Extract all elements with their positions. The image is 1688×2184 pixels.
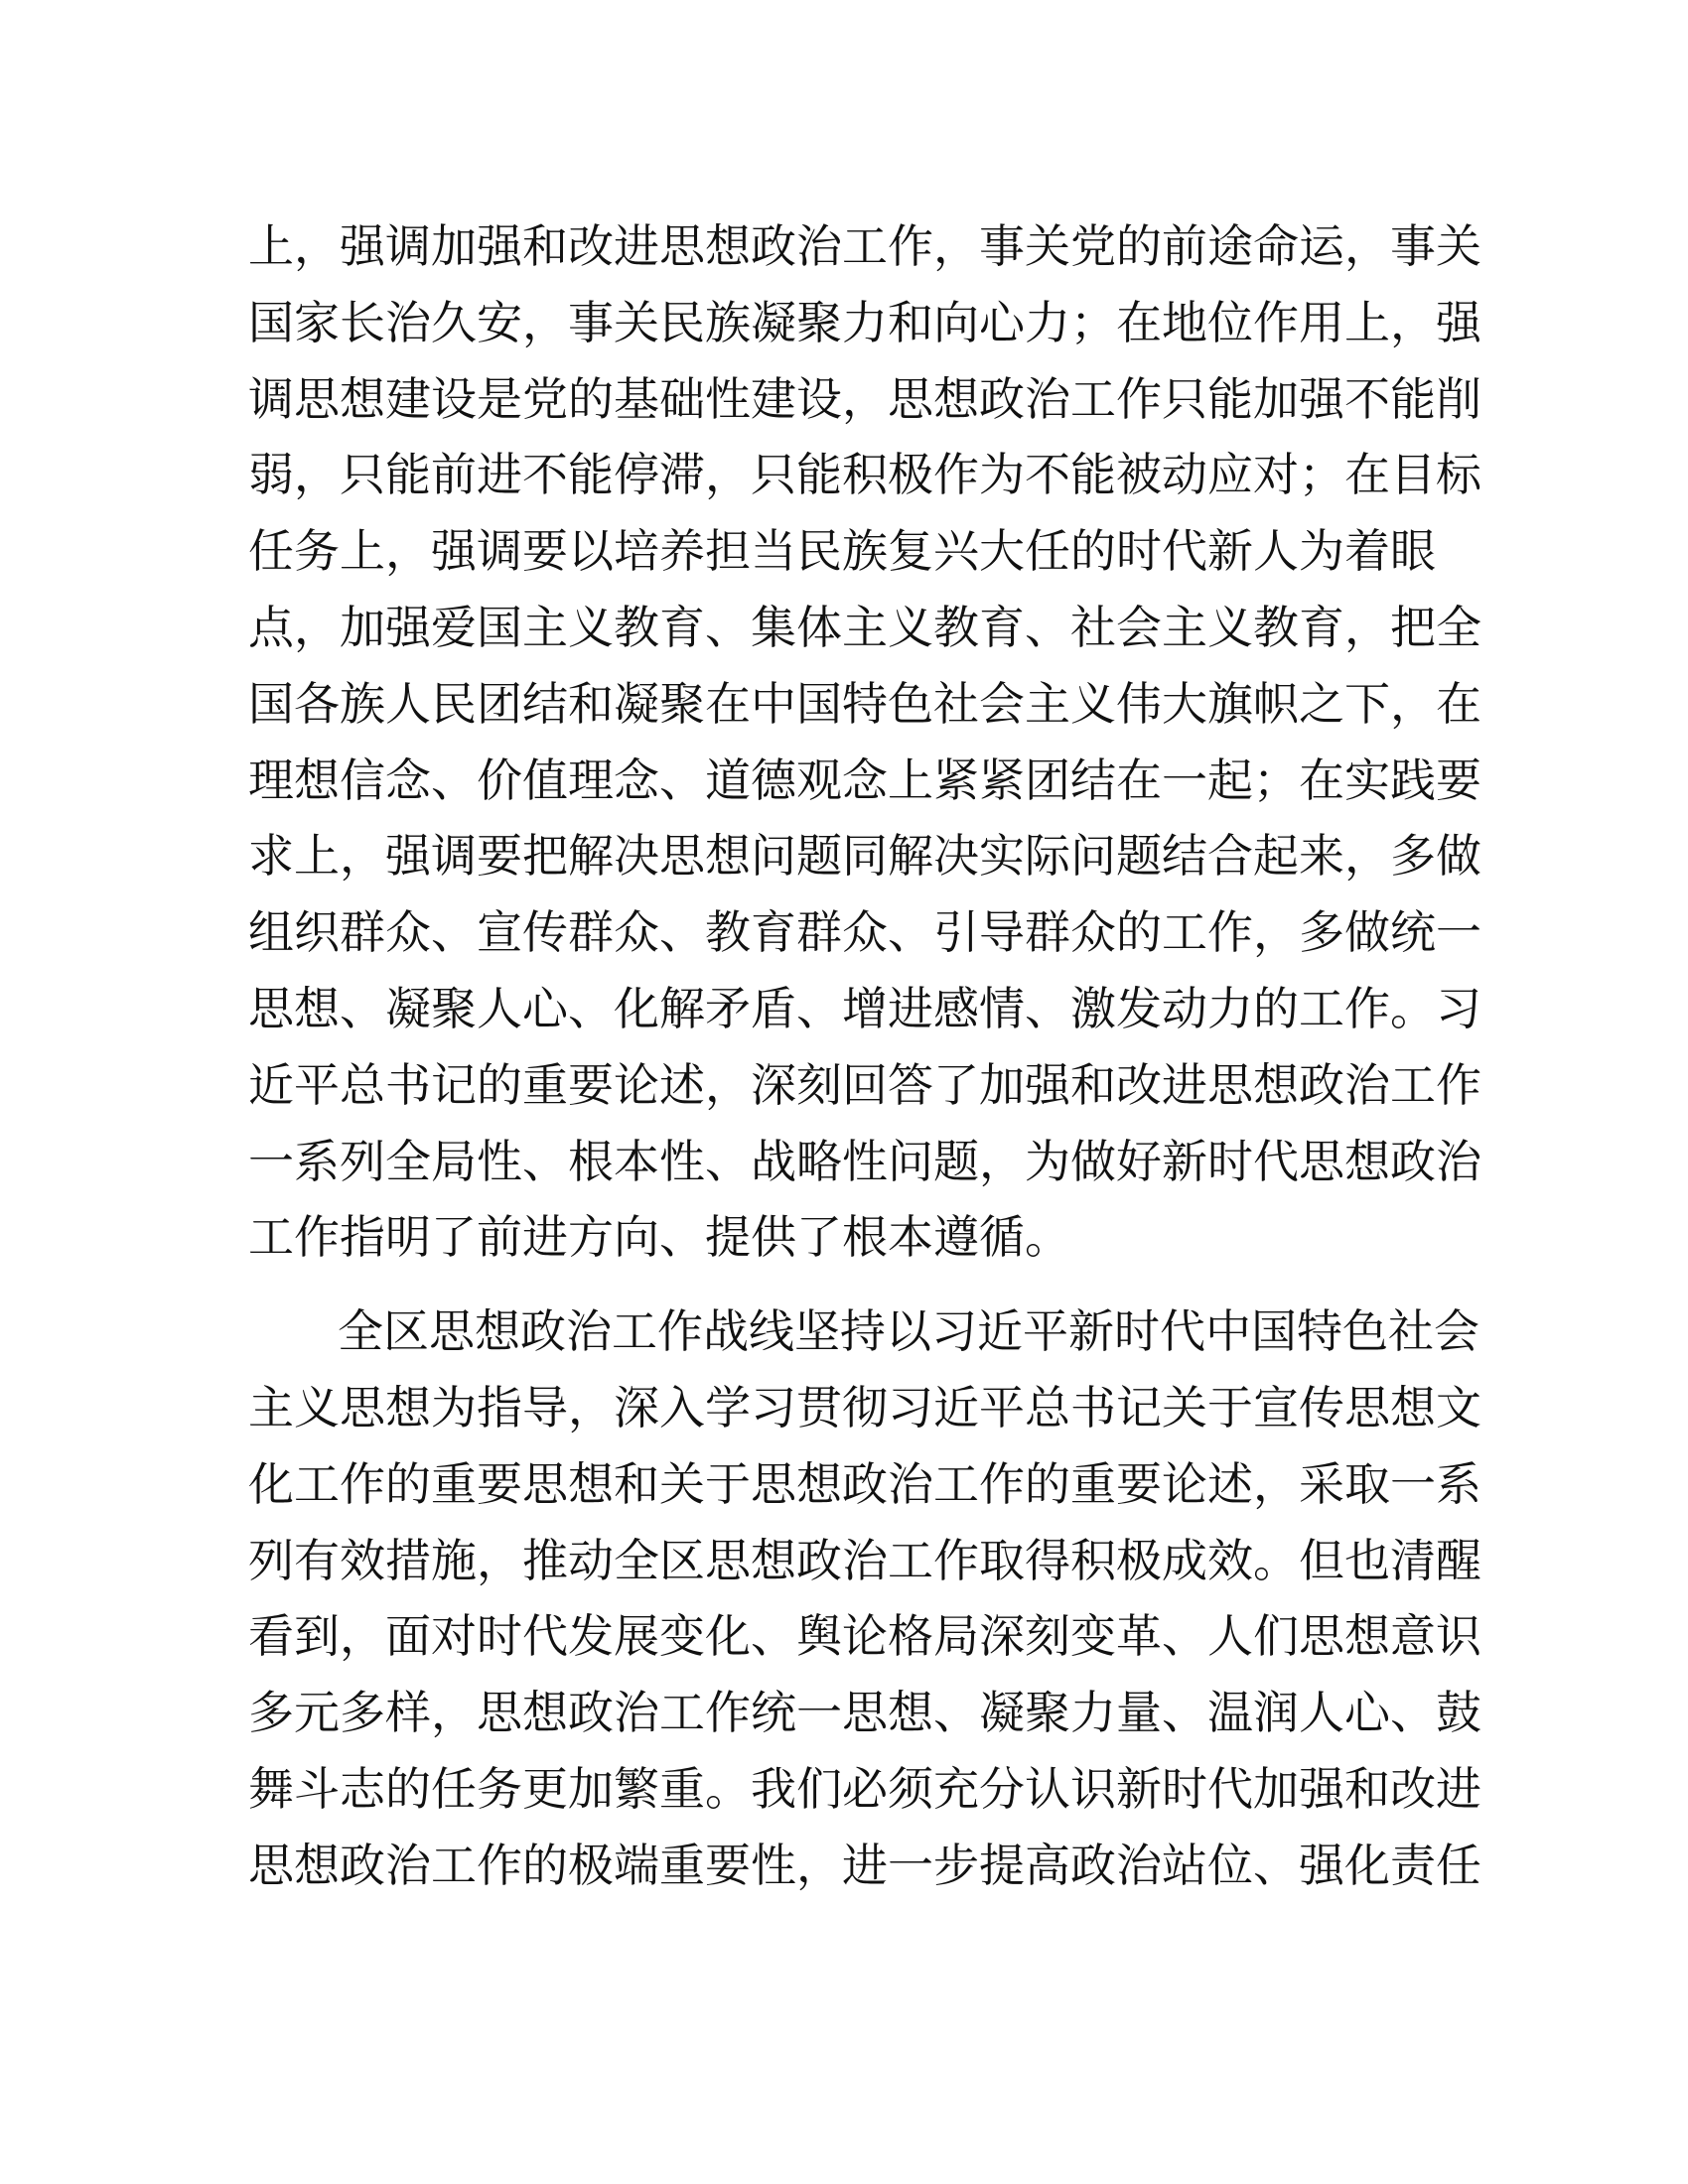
text-line: 弱，只能前进不能停滞，只能积极作为不能被动应对；在目标 (248, 448, 1481, 502)
paragraph-1 (248, 208, 1481, 1276)
text-line: 全区思想政治工作战线坚持以习近平新时代中国特色社会 (338, 1304, 1479, 1359)
text-line: 国各族人民团结和凝聚在中国特色社会主义伟大旗帜之下，在 (248, 676, 1481, 731)
text-line: 求上，强调要把解决思想问题同解决实际问题结合起来，多做 (248, 829, 1481, 884)
text-line: 思想、凝聚人心、化解矛盾、增进感情、激发动力的工作。习 (248, 981, 1481, 1035)
text-line: 近平总书记的重要论述，深刻回答了加强和改进思想政治工作 (248, 1057, 1481, 1112)
text-line: 看到，面对时代发展变化、舆论格局深刻变革、人们思想意识 (248, 1609, 1481, 1664)
text-line: 化工作的重要思想和关于思想政治工作的重要论述，采取一系 (248, 1456, 1481, 1511)
text-line: 舞斗志的任务更加繁重。我们必须充分认识新时代加强和改进 (248, 1761, 1481, 1816)
text-line: 上，强调加强和改进思想政治工作，事关党的前途命运，事关 (248, 219, 1481, 273)
text-line: 理想信念、价值理念、道德观念上紧紧团结在一起；在实践要 (248, 752, 1481, 807)
text-line: 国家长治久安，事关民族凝聚力和向心力；在地位作用上，强 (248, 295, 1481, 349)
text-line: 点，加强爱国主义教育、集体主义教育、社会主义教育，把全 (248, 600, 1481, 654)
text-line: 主义思想为指导，深入学习贯彻习近平总书记关于宣传思想文 (248, 1380, 1481, 1434)
paragraph-2 (248, 1294, 1481, 1903)
paragraph-gap (248, 1276, 1440, 1294)
text-line: 思想政治工作的极端重要性，进一步提高政治站位、强化责任 (248, 1838, 1481, 1892)
text-line: 列有效措施，推动全区思想政治工作取得积极成效。但也清醒 (248, 1533, 1481, 1587)
text-line: 一系列全局性、根本性、战略性问题，为做好新时代思想政治 (248, 1134, 1481, 1188)
document-body (248, 208, 1481, 1904)
text-line: 多元多样，思想政治工作统一思想、凝聚力量、温润人心、鼓 (248, 1686, 1481, 1740)
text-line: 工作指明了前进方向、提供了根本遵循。 (248, 1210, 1070, 1265)
text-line: 任务上，强调要以培养担当民族复兴大任的时代新人为着眼 (248, 524, 1436, 579)
text-line: 组织群众、宣传群众、教育群众、引导群众的工作，多做统一 (248, 905, 1481, 960)
text-line: 调思想建设是党的基础性建设，思想政治工作只能加强不能削 (248, 371, 1481, 426)
